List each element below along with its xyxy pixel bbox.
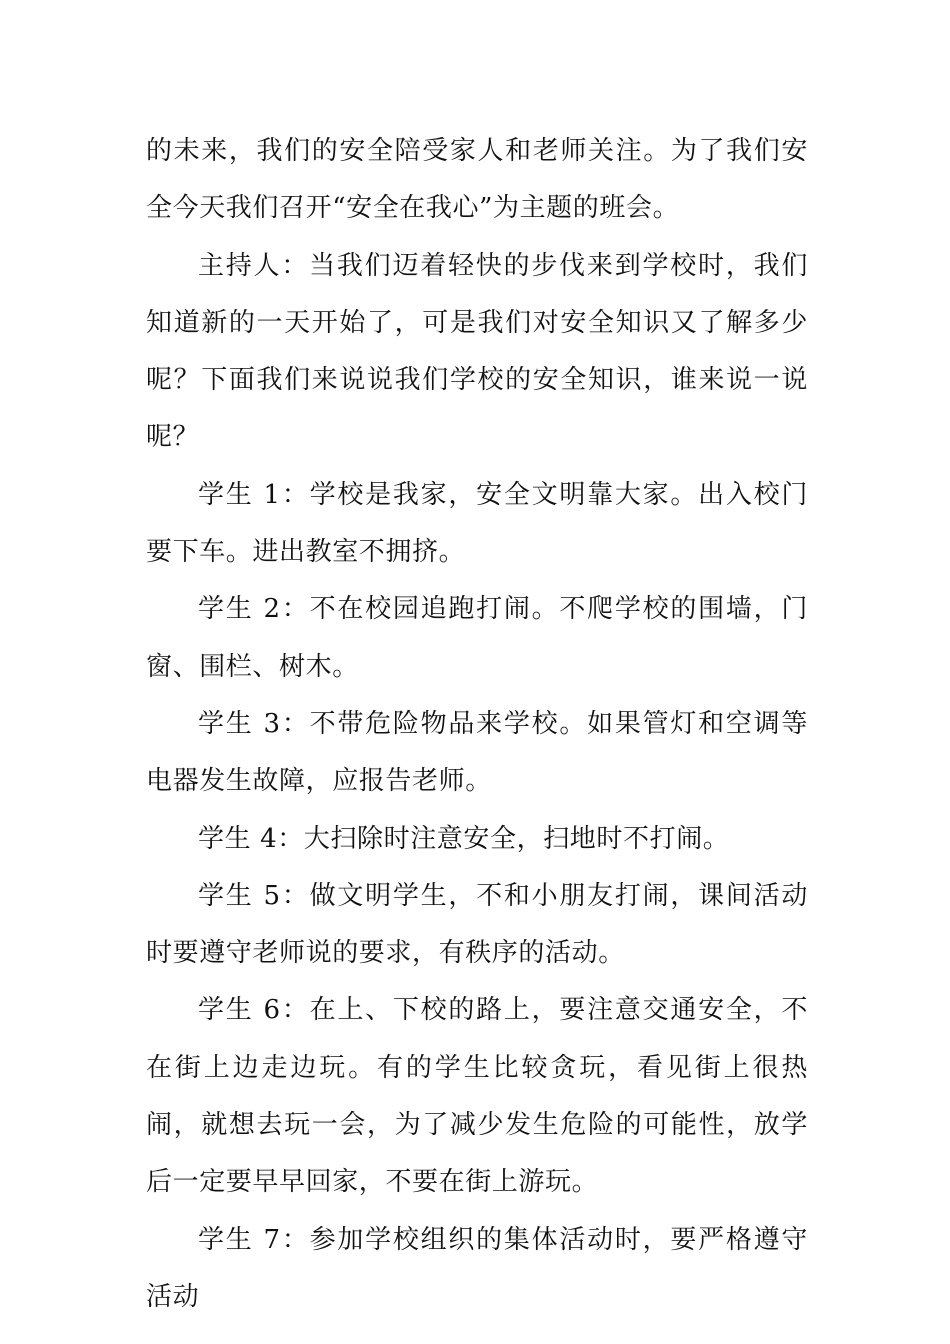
- paragraph-student-3: 学生 3：不带危险物品来学校。如果管灯和空调等电器发生故障，应报告老师。: [146, 708, 808, 797]
- paragraph-student-5: 学生 5：做文明学生，不和小朋友打闹，课间活动时要遵守老师说的要求，有秩序的活动。: [146, 880, 808, 969]
- paragraph-student-6: 学生 6：在上、下校的路上，要注意交通安全，不在街上边走边玩。有的学生比较贪玩，看见街上很热闹，就想去玩一会，为了减少发生危险的可能性，放学后一定要早早回家，不要在街上游玩。: [146, 995, 808, 1198]
- paragraph-host-intro: 主持人：当我们迈着轻快的步伐来到学校时，我们知道新的一天开始了，可是我们对安全知识又了解多少呢？下面我们来说说我们学校的安全知识，谁来说一说呢？: [146, 250, 808, 453]
- paragraph-student-7: 学生 7：参加学校组织的集体活动时，要严格遵守活动: [146, 1224, 808, 1312]
- body-text: [146, 123, 808, 1326]
- paragraph-student-4: 学生 4：大扫除时注意安全，扫地时不打闹。: [198, 823, 730, 854]
- paragraph-student-1: 学生 1：学校是我家，安全文明靠大家。出入校门要下车。进出教室不拥挤。: [146, 479, 808, 568]
- paragraph-student-2: 学生 2：不在校园追跑打闹。不爬学校的围墙，门窗、围栏、树木。: [146, 594, 808, 682]
- paragraph-continuation: 的未来，我们的安全陪受家人和老师关注。为了我们安全今天我们召开“安全在我心”为主题的班会。: [146, 136, 808, 224]
